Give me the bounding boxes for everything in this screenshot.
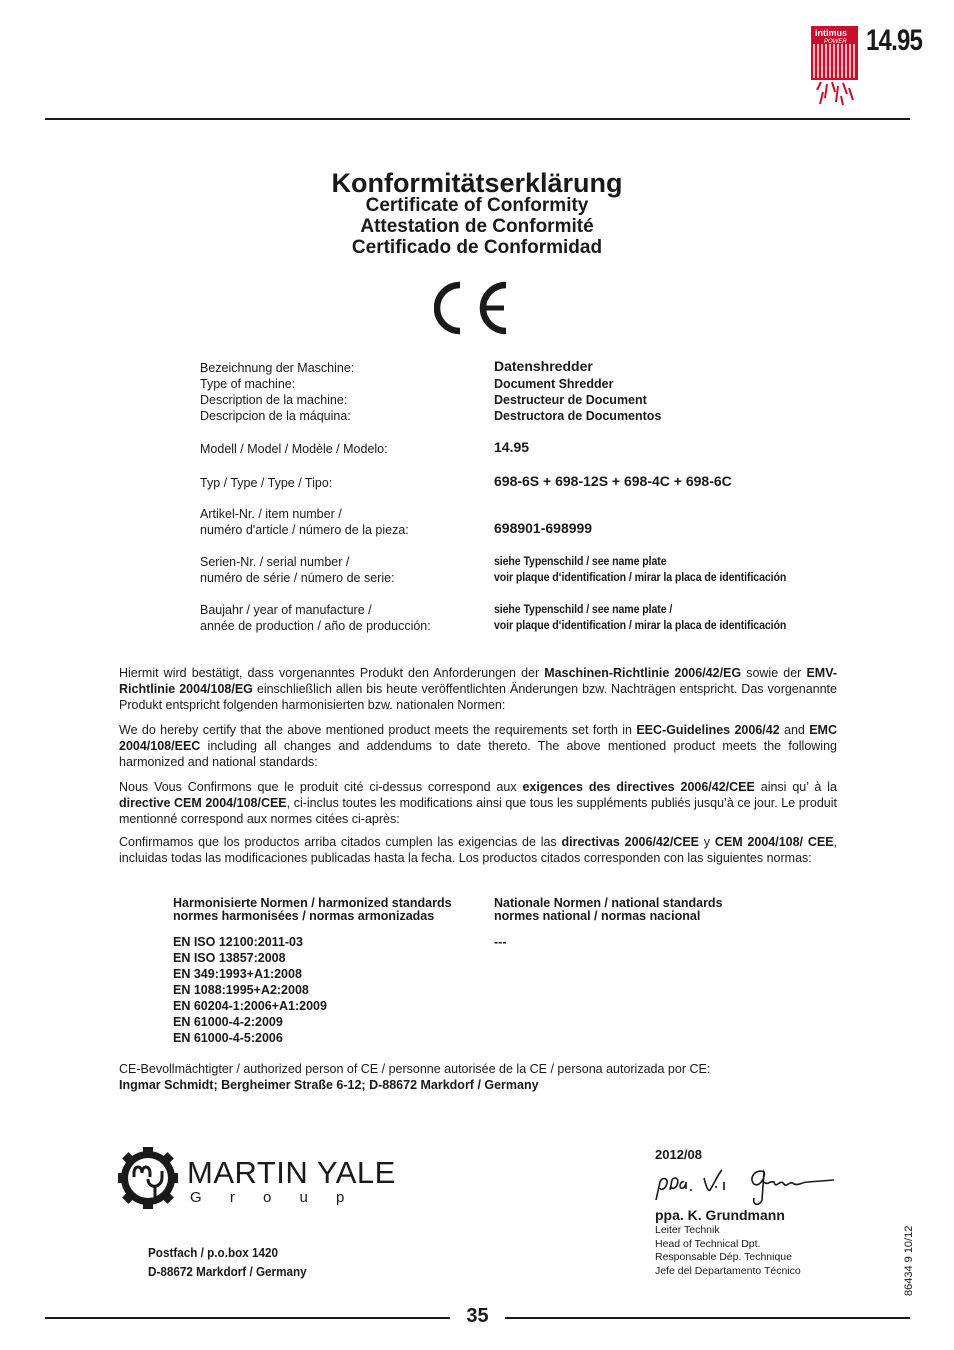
model-label: Modell / Model / Modèle / Modelo: <box>200 442 388 456</box>
national-standards-value: --- <box>494 935 507 949</box>
intimus-logo <box>811 26 858 106</box>
company-address: Postfach / p.o.box 1420 D-88672 Markdorf / Germany <box>148 1245 307 1279</box>
svg-text:POWER: POWER <box>824 39 847 45</box>
header-model-number: 14.95 <box>866 24 923 57</box>
page-number: 35 <box>466 1305 489 1327</box>
list-item: EN 61000-4-5:2006 <box>173 1031 283 1045</box>
footer-rule-left <box>45 1317 450 1319</box>
year-value: siehe Typenschild / see name plate / voir plaque d‘identification / mirar la placa de identificación <box>494 604 787 632</box>
serial-label: Serien-Nr. / serial number / numéro de série / número de serie: <box>200 555 395 585</box>
harmonized-standards-list <box>173 934 327 1046</box>
list-item: EN 1088:1995+A2:2008 <box>173 983 309 997</box>
paragraph-french: Nous Vous Confirmons que le produit cité ci-dessus correspond aux exigences des directives 2006/42/CEE ainsi qu’ à la directive CEM 2004/108/CEE, ci-inclus toutes les modifications ainsi que tous les suppléments publiés jusqu’à ce jour. Le produit mentionné correspond aux normes citées ci-après: <box>119 780 838 826</box>
top-rule <box>45 118 910 120</box>
list-item: EN 61000-4-2:2009 <box>173 1015 283 1029</box>
paragraph-spanish: Confirmamos que los productos arriba citados cumplen las exigencias de las directivas 2006/42/CEE y CEM 2004/108/ CEE, incluidas todas las modificaciones publicadas hasta la fecha. Los productos citados corresponden con las siguientes normas: <box>119 835 838 865</box>
machine-values: Datenshredder Document Shredder Destructeur de Document Destructora de Documentos <box>494 358 662 423</box>
svg-text:intimus: intimus <box>815 28 848 38</box>
list-item: EN ISO 12100:2011-03 <box>173 935 303 949</box>
company-group: G r o u p <box>190 1189 357 1206</box>
national-standards-heading: Nationale Normen / national standards normes national / normas nacional <box>494 896 723 923</box>
document-code: 86434 9 10/12 <box>903 1225 915 1296</box>
title-spanish: Certificado de Conformidad <box>351 237 603 258</box>
title-english: Certificate of Conformity <box>365 195 589 216</box>
footer-rule-right <box>505 1317 910 1319</box>
year-label: Baujahr / year of manufacture / année de production / año de producción: <box>200 603 431 633</box>
model-value: 14.95 <box>494 439 530 455</box>
signature-date: 2012/08 <box>655 1147 702 1162</box>
paragraph-german: Hiermit wird bestätigt, dass vorgenanntes Produkt den Anforderungen der Maschinen-Richtlinie 2006/42/EG sowie der EMV-Richtlinie 2004/108/EG einschließlich allen bis heute veröffentlichten Änderungen bzw. Nachträgen entspricht. Das vorgenannte Produkt entspricht folgenden harmonisierten bzw. nationalen Normen: <box>119 666 837 712</box>
authorized-person-label: CE-Bevollmächtigter / authorized person of CE / personne autorisée de la CE / persona autorizada por CE: <box>119 1062 711 1076</box>
type-value: 698-6S + 698-12S + 698-4C + 698-6C <box>494 473 732 489</box>
list-item: EN ISO 13857:2008 <box>173 951 286 965</box>
martin-yale-logo <box>118 1147 178 1214</box>
serial-value: siehe Typenschild / see name plate voir plaque d‘identification / mirar la placa de identificación <box>494 556 787 584</box>
list-item: EN 349:1993+A1:2008 <box>173 967 302 981</box>
type-label: Typ / Type / Type / Tipo: <box>200 476 333 490</box>
machine-labels: Bezeichnung der Maschine: Type of machine: Description de la machine: Descripcion de la máquina: <box>200 361 355 423</box>
article-value: 698901-698999 <box>494 520 593 536</box>
article-label: Artikel-Nr. / item number / numéro d'article / número de la pieza: <box>200 507 409 537</box>
list-item: EN 60204-1:2006+A1:2009 <box>173 999 327 1013</box>
paragraph-english: We do hereby certify that the above mentioned product meets the requirements set forth in EEC-Guidelines 2006/42 and EMC 2004/108/EEC including all changes and addendums to date thereto. The above mentioned product meets the following harmonized and national standards: <box>119 723 837 769</box>
harmonized-standards-heading: Harmonisierte Normen / harmonized standards normes harmonisées / normas armonizadas <box>173 896 452 923</box>
company-name: MARTIN YALE <box>187 1155 396 1190</box>
title-german: Konformitätserklärung <box>331 168 623 198</box>
title-french: Attestation de Conformité <box>360 216 594 237</box>
ce-mark-icon <box>434 281 509 340</box>
signatory-roles: Leiter Technik Head of Technical Dpt. Responsable Dép. Technique Jefe del Departamento Técnico <box>655 1224 801 1277</box>
signatory-name: ppa. K. Grundmann <box>655 1207 785 1223</box>
authorized-person-value: Ingmar Schmidt; Bergheimer Straße 6-12; D-88672 Markdorf / Germany <box>119 1078 539 1092</box>
